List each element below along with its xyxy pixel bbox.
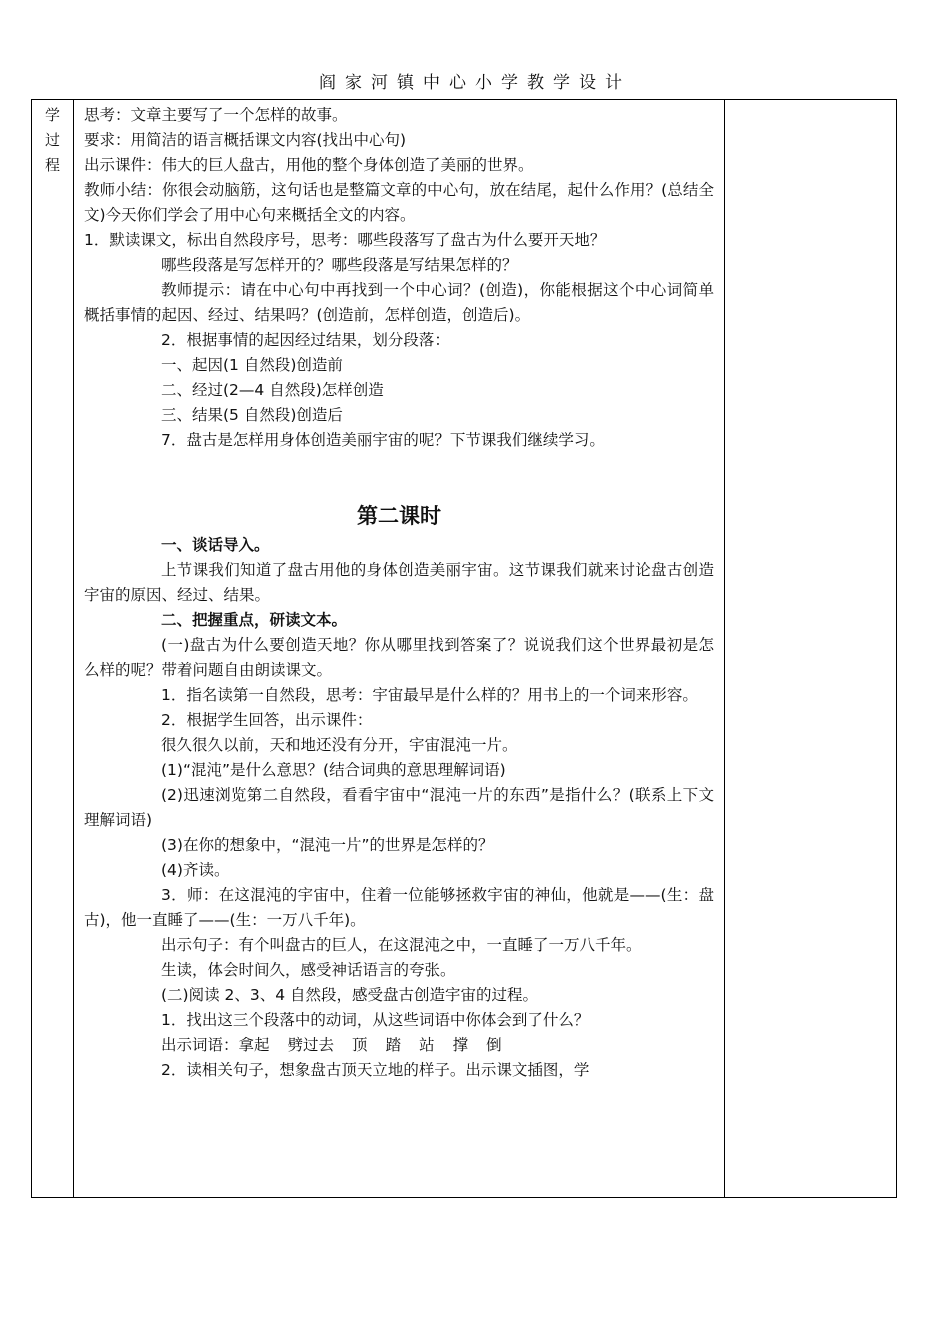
side-label xyxy=(32,100,73,178)
paragraph: (2)迅速浏览第二自然段，看看宇宙中“混沌一片的东西”是指什么？(联系上下文理解词语) xyxy=(84,786,714,829)
lesson-plan-table xyxy=(31,99,897,1198)
word: 站 xyxy=(419,1036,435,1054)
paragraph: 1．找出这三个段落中的动词，从这些词语中你体会到了什么？ xyxy=(161,1011,590,1029)
paragraph: 1．指名读第一自然段，思考：宇宙最早是什么样的？用书上的一个词来形容。 xyxy=(161,686,698,704)
paragraph: 思考：文章主要写了一个怎样的故事。 xyxy=(84,106,348,124)
words-label: 出示词语： xyxy=(161,1036,239,1054)
word: 撑 xyxy=(452,1036,469,1054)
paragraph: 生读，体会时间久，感受神话语言的夸张。 xyxy=(161,961,456,979)
paragraph: 3．师：在这混沌的宇宙中，住着一位能够拯救宇宙的神仙，他就是——(生：盘古)，他一直睡了——(生：一万八千年)。 xyxy=(84,886,714,929)
paragraph: 二、经过(2—4 自然段)怎样创造 xyxy=(161,381,384,399)
paragraph: 7．盘古是怎样用身体创造美丽宇宙的呢？下节课我们继续学习。 xyxy=(161,431,605,449)
paragraph: (二)阅读 2、3、4 自然段，感受盘古创造宇宙的过程。 xyxy=(161,986,539,1004)
content-column xyxy=(74,100,725,1198)
word: 劈过去 xyxy=(287,1036,335,1054)
paragraph: 很久很久以前，天和地还没有分开，宇宙混沌一片。 xyxy=(161,736,518,754)
word: 倒 xyxy=(486,1036,502,1054)
page-header: 阎家河镇中心小学教学设计 xyxy=(319,73,631,93)
paragraph: 教师小结：你很会动脑筋，这句话也是整篇文章的中心句，放在结尾，起什么作用？(总结全文)今天你们学会了用中心句来概括全文的内容。 xyxy=(84,181,714,224)
section-heading: 二、把握重点，研读文本。 xyxy=(161,611,348,629)
notes-column xyxy=(725,100,897,1198)
words-line xyxy=(84,1033,714,1058)
paragraph: 要求：用简洁的语言概括课文内容(找出中心句) xyxy=(84,131,407,149)
paragraph: (1)“混沌”是什么意思？(结合词典的意思理解词语) xyxy=(161,761,506,779)
paragraph: 出示课件：伟大的巨人盘古，用他的整个身体创造了美丽的世界。 xyxy=(84,156,534,174)
paragraph: 2．根据学生回答，出示课件： xyxy=(161,711,373,729)
paragraph: 哪些段落是写怎样开的？哪些段落是写结果怎样的？ xyxy=(161,256,518,274)
paragraph: 2．根据事情的起因经过结果，划分段落： xyxy=(161,331,450,349)
paragraph: 1．默读课文，标出自然段序号，思考：哪些段落写了盘古为什么要开天地？ xyxy=(84,231,606,249)
paragraph: 2．读相关句子，想象盘古顶天立地的样子。出示课文插图，学 xyxy=(161,1061,590,1079)
paragraph: 一、起因(1 自然段)创造前 xyxy=(161,356,343,374)
paragraph: 上节课我们知道了盘古用他的身体创造美丽宇宙。这节课我们就来讨论盘古创造宇宙的原因、经过、结果。 xyxy=(84,561,714,604)
side-label-text: 学 过 程 xyxy=(44,106,60,174)
paragraph: 出示句子：有个叫盘古的巨人，在这混沌之中，一直睡了一万八千年。 xyxy=(161,936,642,954)
paragraph: (3)在你的想象中，“混沌一片”的世界是怎样的？ xyxy=(161,836,494,854)
paragraph: 教师提示：请在中心句中再找到一个中心词？(创造)，你能根据这个中心词简单概括事情的起因、经过、结果吗？(创造前，怎样创造，创造后)。 xyxy=(84,281,714,324)
word: 拿起 xyxy=(238,1036,270,1054)
paragraph: 三、结果(5 自然段)创造后 xyxy=(161,406,343,424)
section-heading: 一、谈话导入。 xyxy=(161,536,270,554)
word: 顶 xyxy=(352,1036,368,1054)
lesson-title: 第二课时 xyxy=(357,504,441,528)
paragraph: (4)齐读。 xyxy=(161,861,230,879)
side-column xyxy=(32,100,74,1198)
paragraph: (一)盘古为什么要创造天地？你从哪里找到答案了？说说我们这个世界最初是怎么样的呢？带着问题自由朗读课文。 xyxy=(84,636,714,679)
blank-line xyxy=(84,453,714,493)
word: 踏 xyxy=(385,1036,402,1054)
